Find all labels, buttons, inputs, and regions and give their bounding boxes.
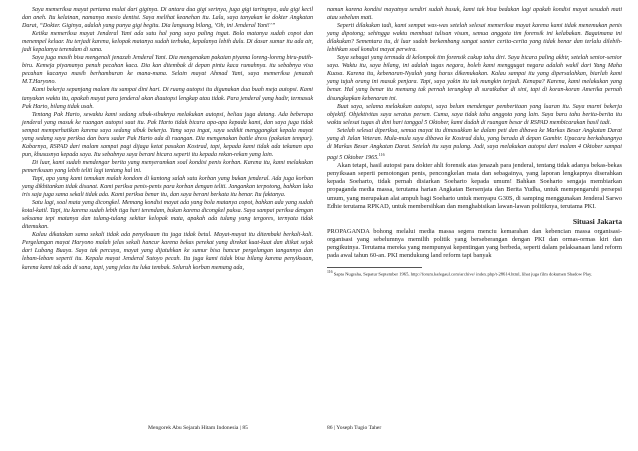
left-paragraph: Tapi, apa yang kami temukan malah kondom di kantong salah satu korban yang bukan jenderal. Ada juga korban yang dikhitankan tidak disunat. Kami periksa penis-penis para korban dengan teliti. Jangankan terpotong, bahkan luka iris saja juga sama sekali tidak ada. Kami periksa benar itu, dan saya berani berkata itu benar. Itu faktanya. — [22, 175, 313, 199]
left-paragraph: Saya juga masih bisa mengenali jenazah Jenderal Yani. Dia mengenakan pakaian piyama loreng-loreng biru-putih-biru. Kemeja piyamanya penuh pecahan kaca. Dia kan ditembak di depan pintu kaca rumahnya. itu sebabnya visa pecahan kacanya masih berhamburan ke mana-mana. Selain mayat Ahmad Yani, saya memeriksa jenazah M.T.Haryono. — [22, 55, 313, 86]
right-page-quote — [327, 6, 622, 162]
footnote-text: Sapta Nugraha, Sepatur September 1965, http://forum.kafegaul.com/archive/ index.php/t-28614.html, lihat juga film dokumen Shadow Play. — [333, 272, 593, 277]
right-quote-text: Setelah selesai diperiksa, semua mayat itu dimasukkan ke dalam peti dan dibawa ke Markas Besar Angkatan Darat yang di Jalan Veteran. Mula-mula saya dibawa ke Kostrad dulu, yang berada di depan Gambir. Upacara berkabungnya di Markas Besar Angkatan Darat. Setelah itu saya pulang. Jadi, saya melakukan autopsi dari malam 4 Oktober sampai pagi 5 Oktober 1965. — [327, 127, 622, 161]
right-quote-paragraph — [327, 127, 622, 162]
right-page-body — [327, 162, 622, 211]
right-page — [319, 0, 638, 451]
left-page-body — [22, 6, 313, 272]
right-quote-paragraph: namun karena kondisi mayatnya sendiri sudah busuk, kami tak bisa bedakan lagi apakah kondisi mayat sesudah mati atau sebelum mati. — [327, 7, 622, 22]
left-paragraph: Di luar, kami sudah mendengar berita yang menyeramkan soal kondisi penis korban. Karena itu, kami melakukan pemeriksaan yang lebih teliti lagi tentang hal ini. — [22, 159, 313, 174]
footnote-number: 116 — [327, 270, 333, 275]
left-paragraph: Ketika memeriksa mayat Jenderal Yani ada satu hal yang saya paling ingat. Bola matanya sudah copot dan menempel keluar. Itu terjadi karena, kelopak matanya sudah terbuka, kepalanya lebih dulu. Di dasar sumur itu ada air, jadi kepalanya terendam di sana. — [22, 31, 313, 54]
left-page-footer: Mengorek Abu Sejarah Hitam Indonesia | 85 — [148, 425, 248, 431]
right-quote-paragraph: Saya sebagai yang termuda di kelompok tim forensik cukup tahu diri. Saya bicara paling akhir, setelah senior-senior saya. Waktu itu, saya bilang, ini adalah tugas negara, boleh kami menggugat negara adalah wakil dari Yang Maha Kuasa. Karena itu, kebenaran-Nyalah yang harus dikemukakan. Kalau sampai itu yang dipersalahkan, biarlah kami yang tujuh orang ini masuk penjara. Tapi, saya yakin itu tak mungkin terjadi. Kenapa? Karena, kami melakukan yang benar. Hal yang benar itu memang tak pernah terungkap di suratkabar di sini, tapi di koran-koran Amerika pernah disungkapkan kebenaran ini. — [327, 55, 622, 102]
left-paragraph: Tentang Pak Harto, sewaktu kami sedang sibuk-sibuknya melakukan autopsi, beliau juga datang. Ada beberapa jenderal yang masuk ke ruangan autopsi saat itu. Pak Harto tidak bicara apa-apa kepada kami, dan saya juga tidak sempat memperhatikan karena saya sedang sibuk bekerja. Yang saya ingat, saya sedikit menggangkat kepala mayat yang sedang saya periksa dan baru sadar Pak Harto ada di ruangan. Dia mengenakan battle dress (pakaian tempur). Kabarnya, RSPAD dari malam sampai pagi dijaga ketat pasukan Kostrad, tapi, kepada kami tidak ada tekanan apa pun, khususnya kepada saya. Itu sebabnya saya berani bicara seperti itu kepada rekan-rekan yang lain. — [22, 111, 313, 158]
right-page-footer: 86 | Yoseph Tugio Taher — [327, 425, 382, 431]
footnote — [327, 270, 622, 277]
left-paragraph: Saya memeriksa mayat pertama mulai dari giginya. Di antara dua gigi serinya, juga gigi taringnya, ada gigi kecil dan aneh. Itu kelainan, namanya mesio dentist. Saya melihat keanehan itu. Lalu, saya tanyakan ke dokter Angkatan Darat, “Dokter. Giginya, adalah yang punya gigi begitu. Dia langsung bilang, ‘Oh, ini Jenderal Yani!’” — [22, 7, 313, 30]
footnote-marker: 116 — [378, 151, 385, 157]
right-quote-paragraph: Buat saya, selama melakukan autopsi, saya belum mendengar pemberitaan yang luaran itu. Saya murni bekerja objektif. Objektivitas saya seratus persen. Cuma, saya tidak tahu anggota yang lain. Saya baru tahu berita-berita itu waktu selesai tugas di dini hari tanggal 5 Oktober, kami dudah di ruangan besar di RSPAD membicarakan hasil tadi. — [327, 103, 622, 126]
left-paragraph: Kalau dikatakan sama sekali tidak ada penyiksaan itu juga tidak betul. Mayat-mayat itu ditembaki berkali-kali. Pergelangan mayat Haryono malah jelas sekali hancur karena bekas perekat yang direkat kuat-kuat dan diikat sejak dari Lubang Buaya. Saya tak percaya, mayat yang dijatuhkan ke sumur bisa hancur pergelangan tangannya dan lebam-lebam seperti itu. Kepala mayat Jenderal Sutoyo pecah. Itu juga kami tidak bisa bilang karena penyiksaan, karena kami tak ada di sana, tapi, yang jelas itu luka tembak. Seluruh korban memang ada, — [22, 232, 313, 271]
right-quote-paragraph: Seperti dilakukan tadi, kami sempat was-was setelah selesai memeriksa mayat karena kami tidak menemukan penis yang dipotong; sehingga waktu membuat tulisan visum, semua anggota tim forensik ini kelabakan. Bagaimana ini dilakukan? Sementara itu, di luar sudah berkembang sangat santer cerita-cerita yang tidak benar dan terlalu dilebih-lebihkan soal kondisi mayat perwira. — [327, 23, 622, 54]
section-body — [327, 228, 622, 261]
left-paragraph: Satu lagi, soal mata yang dicongkel. Memang kondisi mayat ada yang bola matanya copot, bahkan ada yang sudah kotal-katil. Tapi, itu karena sudah lebih tiga hari terendam, bukan karena dicongkel paksa. Saya sampai periksa dengan seksama tepi matanya dan tulang-tulang sekitar kelopak mata, apakah ada tulang yang tergores, ternyata tidak ditemukan. — [22, 200, 313, 231]
right-paragraph: Akan tetapi, hasil autopsi para dokter ahli forensik atas jenazah para jenderal, tentang tidak adanya bekas-bekas penyiksaan seperti pemotongan penis, pencongkelan mata dan sebagainya, yang laporan lengkapnya diserahkan kepada Soeharto, tidak pernah disiarkan Soeharto kepada umum! Bahkan Soeharto sengaja membiarkan propaganda media massa, terutama harian Angkatan Bersenjata dan Berita Yudha, untuk mempengaruhi persepsi umum, yang merupakan alat ampuh bagi Soeharto untuk menyapu G30S, di samping menggunakan Jenderal Sarwo Edhie terutama RPKAD, untuk membersihkan dan menghabisikan lawan-lawan politiknya, terutama PKI. — [327, 161, 622, 210]
left-paragraph: Kami bekerja sepanjang malam itu sampai dini hari. Di ruang autopsi itu digunakan dua buah meja autopsi. Kami tanyakan waktu itu, apakah mayat para jenderal akan diautopsi lengkap atau tidak. Para jenderal yang hadir, termasuk Pak Harto, bilang tidak usah. — [22, 87, 313, 110]
section-title: Situasi Jakarta — [572, 216, 622, 226]
footnote-divider — [327, 267, 422, 268]
section-paragraph: PROPAGANDA bohong melalui media massa segera menciu kemarahan dan kebencian massa organisasi-organisasi yang sebelumnya memilih politik yang berseberangan dengan PKI dan ormas-ormas kiri dan pengikutnya. Terutama mereka yang mempunyai kepentingan yang berbeda, seperti dalam pelaksanaan land reform pada awal tahun 60-an. PKI mendukung land reform tapi banyak — [327, 227, 622, 260]
